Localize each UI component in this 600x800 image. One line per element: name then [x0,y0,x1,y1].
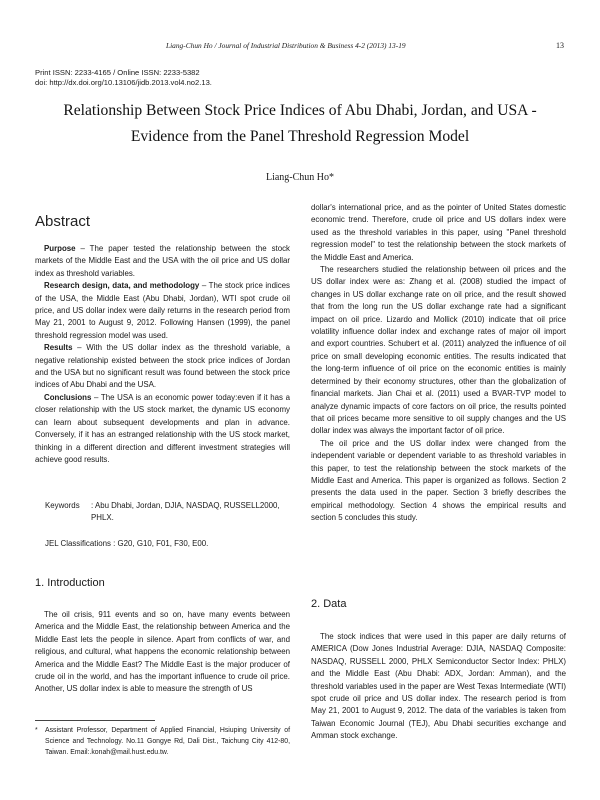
footnote [35,725,290,758]
abstract-body [35,243,290,466]
issn-line: Print ISSN: 2233-4165 / Online ISSN: 2233-5382 [35,68,200,77]
footnote-marker: * [35,727,38,734]
issn-block [35,68,212,88]
author-name: Liang-Chun Ho* [265,172,335,183]
right-paragraph-1: dollar's international price, and as the pointer of United States domestic economic trend. Therefore, crude oil price and US dollars index were used as the threshold variables in this paper, using "Panel threshold regression model" to test the relationship between the stock markets of the Middle East and America. [311,203,566,262]
results-text: – With the US dollar index as the threshold variable, a negative relationship existed between the stock price indices of Jordan and the USA but no significant result was found between the stock price indices of Abu Dhabi and the USA. [35,343,290,390]
running-head [0,41,600,55]
page-number: 13 [556,41,564,50]
title-line-1: Relationship Between Stock Price Indices of Abu Dhabi, Jordan, and USA - [63,102,537,119]
doi-line: doi: http://dx.doi.org/10.13106/jidb.2013.vol4.no2.13. [35,78,212,87]
running-head-text: Liang-Chun Ho / Journal of Industrial Distribution & Business 4-2 (2013) 13-19 [166,41,406,50]
data-paragraph: The stock indices that were used in this paper are daily returns of AMERICA (Dow Jones Industrial Average: DJIA, NASDAQ Composite: NASDAQ, RUSSELL 2000, PHLX Semiconductor Sector Index: PHLX) and the Middle East (Abu Dhabi: ADX, Jordan: Amman), and the threshold variables used in the paper are West Texas Intermediate (WTI) spot crude oil price and US dollar index. The research period is from May 21, 2001 to August 9, 2012. The data of the variables is taken from Taiwan Economic Journal (TEJ), Abu Dhabi securities exchange and Amman stock exchange. [311,632,566,741]
conclusions-text: – The USA is an economic power today:even if it has a closer relationship with the US stock market, the dynamic US economy can learn about subsequent developments and plan in advance. Conversely, if it has an estranged relationship with the US stock market, thinking in a different direction and different investment strategies will achieve good results. [35,392,290,464]
right-paragraph-3: The oil price and the US dollar index were changed from the independent variable or dependent variable to as threshold variables in this paper, to test the relationship between the stock markets of the Middle East and America. This paper is organized as follows. Section 2 presents the data used in the paper. Section 3 briefly describes the empirical methodology. Section 4 shows the empirical results and section 5 concludes this study. [311,438,566,523]
title-line-2: Evidence from the Panel Threshold Regression Model [130,128,470,145]
abstract-design [35,280,290,342]
introduction-body [35,609,290,696]
right-paragraph-2: The researchers studied the relationship between oil prices and the US dollar index were as: Zhang et al. (2008) studied the impact of changes in US dollar exchange rate on oil price, and the result showed that from the long run the US dollar exchange rate had a significant impact on oil price. Lizardo and Mollick (2010) indicate that oil price volatility influence dollar index and exchange rates of major oil import and export countries. Schubert et al. (2011) analyzed the influence of oil price on small developing economic entities. The results indicated that the long-term influence of oil price on the economic entities is mainly determined by their economy structures, other than the globalization of financial markets. Jian Chai et al. (2011) used a BVAR-TVP model to analyze dynamic impacts of core factors on oil price, the results pointed that oil prices became more sensitive to oil supply changes and the US dollar index was always the important factor of oil price. [311,265,566,436]
keywords-block [45,500,290,523]
design-label: Research design, data, and methodology [44,281,200,291]
purpose-text: – The paper tested the relationship between the stock markets of the Middle East and the USA with the oil price and US dollar index as threshold variables. [35,244,290,278]
introduction-heading: 1. Introduction [35,577,105,589]
data-body [311,631,566,743]
footnote-text: Assistant Professor, Department of Applied Financial, Hsiuping University of Science and Technology. No.11 Gongye Rd, Dali Dist., Taichung City 412-80, Taiwan. Email:.konah@mail.hust.edu.tw. [45,727,290,756]
data-heading: 2. Data [311,598,347,610]
abstract-results [35,342,290,392]
keywords-value: : Abu Dhabi, Jordan, DJIA, NASDAQ, RUSSELL2000, PHLX. [91,501,280,523]
paper-title [30,98,570,150]
design-text: – The stock price indices of the USA, the Middle East (Abu Dhabi, Jordan), WTI spot crude oil price, and US dollar index were daily returns in the research period from May 21, 2001 to August 9, 2012. Following Hansen (1999), the panel threshold regression model was used. [35,281,290,340]
jel-label: JEL Classifications [45,539,111,548]
footnote-rule [35,720,155,721]
right-column-body [311,202,566,525]
results-label: Results [44,343,73,353]
keywords-label: Keywords [45,501,80,510]
jel-value: : G20, G10, F01, F30, E00. [113,539,209,548]
abstract-purpose [35,243,290,280]
purpose-label: Purpose [44,244,76,253]
abstract-conclusions [35,392,290,466]
abstract-heading: Abstract [35,213,91,230]
jel-block [45,539,208,548]
introduction-paragraph: The oil crisis, 911 events and so on, have many events between America and the Middle East, the relationship between America and the Middle East lets the people in silence. Apart from conflicts of war, and religious, and cultural, what happens the economic relationship between America and the Middle East? The Middle East is the major producer of crude oil in the world, and has the important influence to crude oil price. Another, US dollar index is able to measure the strength of US [35,610,290,694]
conclusions-label: Conclusions [44,392,92,402]
